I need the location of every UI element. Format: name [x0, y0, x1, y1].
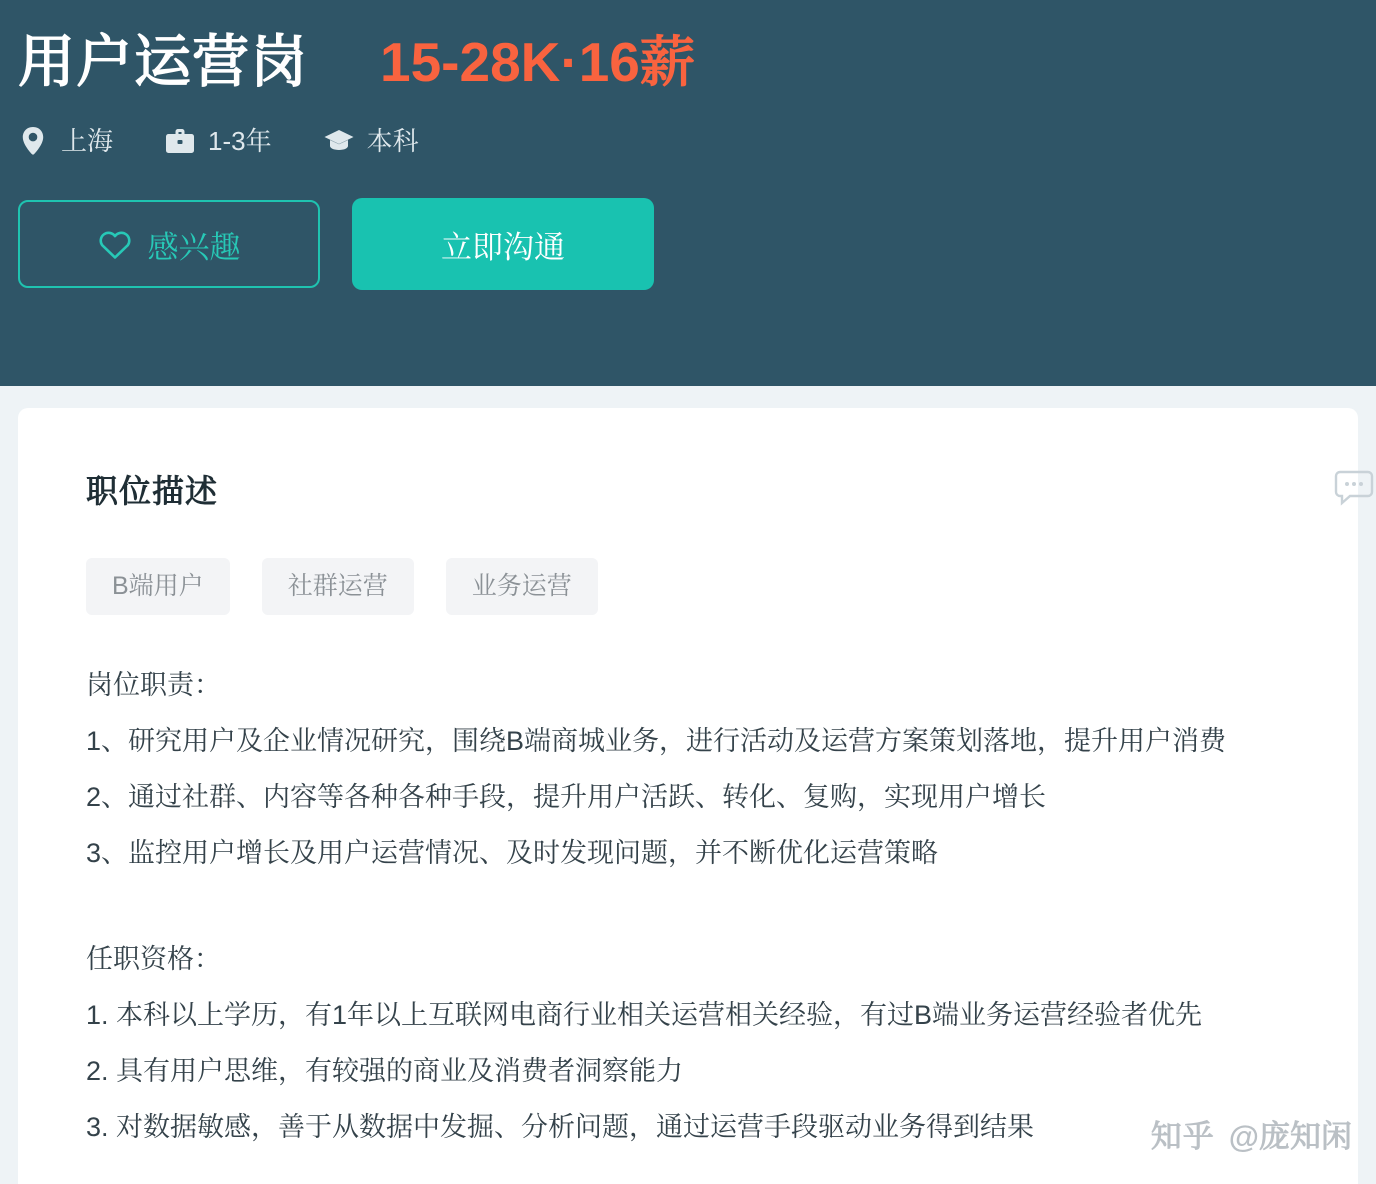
responsibility-item: 1、研究用户及企业情况研究，围绕B端商城业务，进行活动及运营方案策划落地，提升用户消费	[86, 726, 1227, 756]
meta-experience	[165, 126, 272, 156]
zhihu-logo: 知乎	[1150, 1119, 1215, 1154]
meta-education-label: 本科	[366, 126, 419, 157]
action-buttons	[18, 198, 1376, 290]
skill-tag-list	[86, 558, 1296, 615]
meta-location	[18, 126, 113, 156]
comment-bubble-icon[interactable]	[1334, 470, 1374, 506]
qualification-item: 2. 具有用户思维，有较强的商业及消费者洞察能力	[86, 1056, 684, 1086]
qualification-heading: 任职资格：	[86, 944, 221, 974]
job-meta-row	[18, 126, 1376, 156]
chat-now-button[interactable]	[352, 198, 654, 290]
skill-tag: 业务运营	[446, 558, 598, 615]
responsibility-heading: 岗位职责：	[86, 670, 221, 700]
briefcase-icon	[165, 126, 195, 156]
salary-label: 15-28K·16薪	[380, 31, 695, 93]
title-row	[18, 0, 1376, 98]
interest-button-label: 感兴趣	[147, 229, 241, 265]
job-description-card	[18, 408, 1358, 1184]
responsibility-item: 3、监控用户增长及用户运营情况、及时发现问题，并不断优化运营策略	[86, 838, 939, 868]
responsibility-item: 2、通过社群、内容等各种各种手段，提升用户活跃、转化、复购，实现用户增长	[86, 782, 1047, 812]
job-description-body	[86, 657, 1296, 1155]
heart-icon	[98, 229, 132, 259]
skill-tag: B端用户	[86, 558, 230, 615]
meta-education	[324, 126, 419, 156]
page-title: 用户运营岗	[18, 30, 308, 94]
graduation-cap-icon	[324, 126, 354, 156]
interest-button[interactable]	[18, 200, 320, 288]
watermark-handle: @庞知闲	[1228, 1119, 1352, 1154]
chat-now-button-label: 立即沟通	[441, 229, 565, 265]
meta-experience-label: 1-3年	[208, 126, 272, 157]
section-title: 职位描述	[86, 473, 219, 509]
paragraph-spacer	[86, 881, 1296, 931]
meta-location-label: 上海	[61, 126, 114, 157]
skill-tag: 社群运营	[262, 558, 414, 615]
watermark	[1151, 1111, 1352, 1156]
job-header	[0, 0, 1376, 386]
qualification-item: 1. 本科以上学历，有1年以上互联网电商行业相关运营相关经验，有过B端业务运营经验者优先	[86, 1000, 1203, 1030]
location-pin-icon	[18, 126, 48, 156]
qualification-item: 3. 对数据敏感，善于从数据中发掘、分析问题，通过运营手段驱动业务得到结果	[86, 1112, 1035, 1142]
